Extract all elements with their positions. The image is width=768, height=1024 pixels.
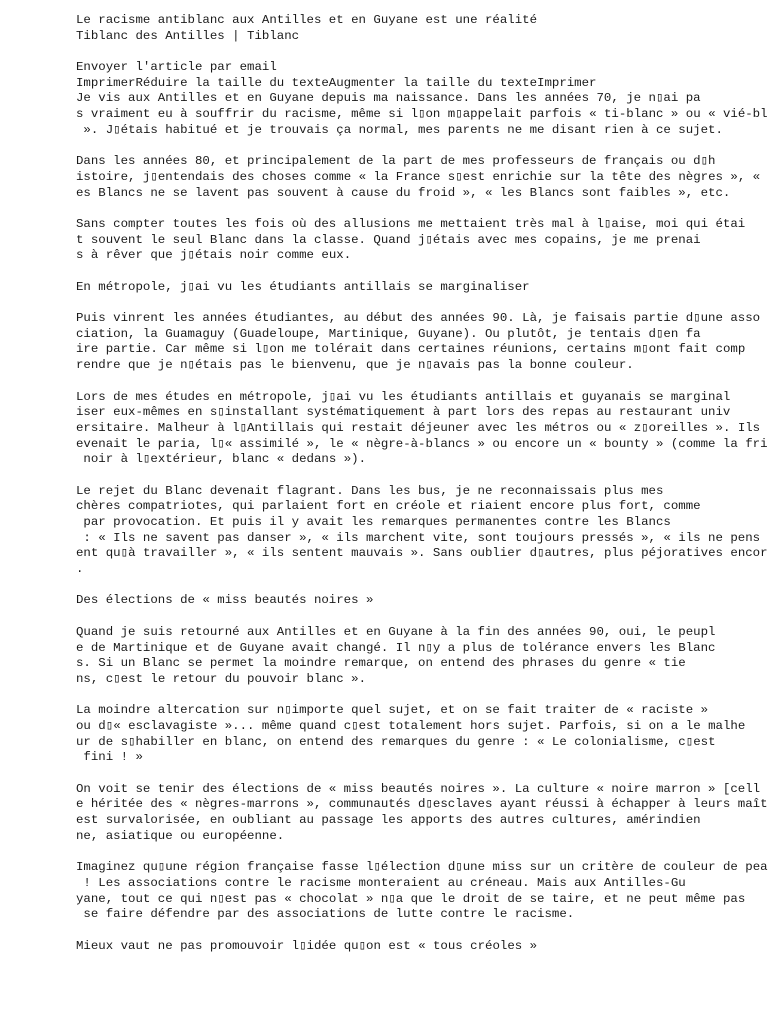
paragraph-spacer xyxy=(76,923,768,939)
paragraph-spacer xyxy=(76,295,768,311)
text-line: ent qu▯à travailler », « ils sentent mauvais ». Sans oublier d▯autres, plus péjoratives encor xyxy=(76,546,768,561)
text-line: Quand je suis retourné aux Antilles et en Guyane à la fin des années 90, oui, le peupl xyxy=(76,624,716,639)
text-line: En métropole, j▯ai vu les étudiants antillais se marginaliser xyxy=(76,279,530,294)
text-line: Mieux vaut ne pas promouvoir l▯idée qu▯on est « tous créoles » xyxy=(76,938,538,953)
paragraph-spacer xyxy=(76,139,768,155)
text-line: par provocation. Et puis il y avait les remarques permanentes contre les Blancs xyxy=(76,515,671,529)
paragraph-spacer xyxy=(76,609,768,625)
text-line: se faire défendre par des associations de lutte contre le racisme. xyxy=(76,907,575,922)
paragraph-spacer xyxy=(76,766,768,782)
text-line: La moindre altercation sur n▯importe quel sujet, et on se fait traiter de « raciste » xyxy=(76,703,709,718)
text-line: ne, asiatique ou européenne. xyxy=(76,828,285,843)
text-line: iser eux-mêmes en s▯installant systématiquement à part lors des repas au restaurant univ xyxy=(76,405,731,420)
paragraph-spacer xyxy=(76,688,768,704)
text-line: ersitaire. Malheur à l▯Antillais qui restait déjeuner avec les métros ou « z▯oreilles ». Ils xyxy=(76,420,761,435)
text-line: e héritée des « nègres-marrons », communautés d▯esclaves ayant réussi à échapper à leurs maît xyxy=(76,797,768,812)
text-line: ns, c▯est le retour du pouvoir blanc ». xyxy=(76,671,367,686)
article-document xyxy=(76,13,768,954)
section-heading xyxy=(76,593,768,609)
text-line: fini ! » xyxy=(76,750,143,765)
text-line: e de Martinique et de Guyane avait changé. Il n▯y a plus de tolérance envers les Blanc xyxy=(76,640,716,655)
paragraph xyxy=(76,703,768,766)
spacer xyxy=(76,44,768,60)
text-line: ». J▯étais habitué et je trouvais ça normal, mes parents ne me disant rien à ce sujet. xyxy=(76,122,723,137)
text-line: Sans compter toutes les fois où des allusions me mettaient très mal à l▯aise, moi qui étai xyxy=(76,216,746,231)
text-line: Des élections de « miss beautés noires » xyxy=(76,593,374,608)
text-line: evenait le paria, l▯« assimilé », le « nègre-à-blancs » ou encore un « bounty » (comme la fri xyxy=(76,436,768,451)
text-line: . xyxy=(76,562,84,577)
text-line: yane, tout ce qui n▯est pas « chocolat » n▯a que le droit de se taire, et ne peut même pas xyxy=(76,891,746,906)
paragraph-spacer xyxy=(76,374,768,390)
paragraph-spacer xyxy=(76,468,768,484)
text-line: noir à l▯extérieur, blanc « dedans »). xyxy=(76,452,367,467)
text-line: On voit se tenir des élections de « miss beautés noires ». La culture « noire marron » [cell xyxy=(76,781,761,796)
email-article-link[interactable]: Envoyer l'article par email xyxy=(76,60,277,75)
paragraph xyxy=(76,860,768,923)
paragraph xyxy=(76,625,768,688)
article-toolbar-actions[interactable]: ImprimerRéduire la taille du texteAugmenter la taille du texteImprimer xyxy=(76,75,597,90)
text-line: : « Ils ne savent pas danser », « ils marchent vite, sont toujours pressés », « ils ne pens xyxy=(76,530,761,545)
paragraph xyxy=(76,217,768,264)
text-line: s à rêver que j▯étais noir comme eux. xyxy=(76,248,352,263)
text-line: ou d▯« esclavagiste »... même quand c▯est totalement hors sujet. Parfois, si on a le malhe xyxy=(76,718,746,733)
paragraph xyxy=(76,91,768,138)
text-line: t souvent le seul Blanc dans la classe. Quand j▯étais avec mes copains, je me prenai xyxy=(76,232,701,247)
text-line: ire partie. Car même si l▯on me tolérait dans certaines réunions, certains m▯ont fait comp xyxy=(76,342,746,357)
paragraph-spacer xyxy=(76,201,768,217)
text-line: s vraiment eu à souffrir du racisme, même si l▯on m▯appelait parfois « ti-blanc » ou « vié-bl xyxy=(76,107,768,122)
section-heading xyxy=(76,280,768,296)
text-line: Puis vinrent les années étudiantes, au début des années 90. Là, je faisais partie d▯une asso xyxy=(76,311,761,326)
text-line: ur de s▯habiller en blanc, on entend des remarques du genre : « Le colonialisme, c▯est xyxy=(76,734,716,749)
article-byline: Tiblanc des Antilles | Tiblanc xyxy=(76,28,300,43)
text-line: Je vis aux Antilles et en Guyane depuis ma naissance. Dans les années 70, je n▯ai pa xyxy=(76,91,701,106)
article-title: Le racisme antiblanc aux Antilles et en Guyane est une réalité xyxy=(76,13,538,27)
paragraph-spacer xyxy=(76,844,768,860)
text-line: ! Les associations contre le racisme monteraient au créneau. Mais aux Antilles-Gu xyxy=(76,875,686,890)
text-line: Imaginez qu▯une région française fasse l▯élection d▯une miss sur un critère de couleur de pea xyxy=(76,860,768,875)
paragraph xyxy=(76,390,768,468)
paragraph xyxy=(76,311,768,374)
text-line: Dans les années 80, et principalement de la part de mes professeurs de français ou d▯h xyxy=(76,154,716,169)
paragraph xyxy=(76,154,768,201)
paragraph xyxy=(76,484,768,578)
text-line: ciation, la Guamaguy (Guadeloupe, Martinique, Guyane). Ou plutôt, je tentais d▯en fa xyxy=(76,326,701,341)
text-line: rendre que je n▯étais pas le bienvenu, que je n▯avais pas la bonne couleur. xyxy=(76,358,634,373)
paragraph xyxy=(76,782,768,845)
paragraph-spacer xyxy=(76,264,768,280)
text-line: es Blancs ne se lavent pas souvent à cause du froid », « les Blancs sont faibles », etc. xyxy=(76,185,731,200)
text-line: Lors de mes études en métropole, j▯ai vu les étudiants antillais et guyanais se marginal xyxy=(76,389,731,404)
article-body xyxy=(76,91,768,954)
text-line: s. Si un Blanc se permet la moindre remarque, on entend des phrases du genre « tie xyxy=(76,656,686,671)
text-line: istoire, j▯entendais des choses comme « la France s▯est enrichie sur la tête des nègres », « xyxy=(76,169,761,184)
text-line: Le rejet du Blanc devenait flagrant. Dans les bus, je ne reconnaissais plus mes xyxy=(76,483,664,498)
paragraph-spacer xyxy=(76,578,768,594)
section-heading xyxy=(76,939,768,955)
text-line: est survalorisée, en oubliant au passage les apports des autres cultures, amérindien xyxy=(76,813,701,828)
text-line: chères compatriotes, qui parlaient fort en créole et riaient encore plus fort, comme xyxy=(76,499,701,514)
